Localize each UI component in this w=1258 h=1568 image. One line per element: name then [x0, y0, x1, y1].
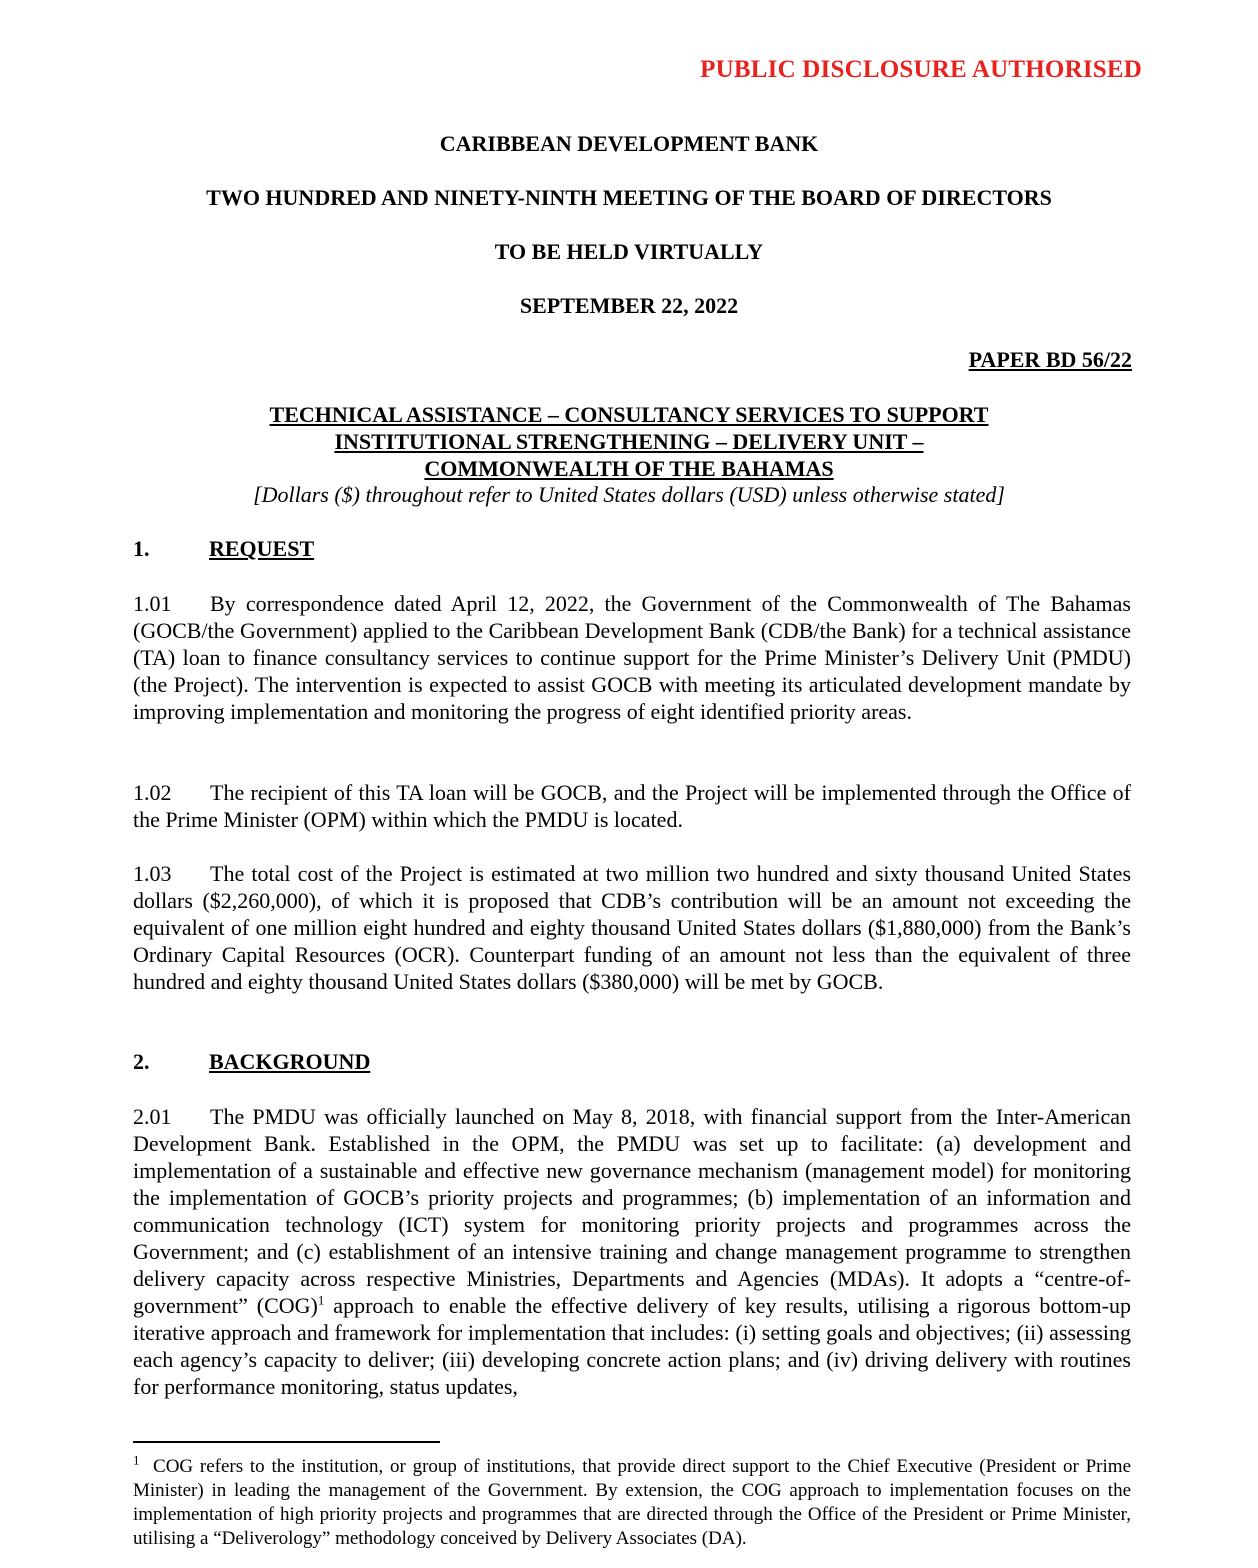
meeting-venue: TO BE HELD VIRTUALLY — [494, 239, 764, 264]
paragraph-1-02 — [133, 779, 1131, 833]
paragraph-text: The PMDU was officially launched on May 8, 2018, with financial support from the Inter-American Development Bank. Established in the OPM, the PMDU was set up to facilitate: (a) development and implementation of a sustainable and effective new governance mechanism (management model) for monitoring the implementation of GOCB’s priority projects and programmes; (b) implementation of an information and communication technology (ICT) system for monitoring priority projects and programmes across the Government; and (c) establishment of an intensive training and change management programme to strengthen delivery capacity across respective Ministries, Departments and Agencies (MDAs). It adopts a “centre-of-government” (COG) — [133, 1104, 1131, 1318]
paragraph-number: 1.03 — [133, 861, 172, 886]
title-line-1: TECHNICAL ASSISTANCE – CONSULTANCY SERVICES TO SUPPORT — [269, 402, 989, 427]
section-label: BACKGROUND — [209, 1049, 371, 1074]
paper-number: PAPER BD 56/22 — [968, 347, 1132, 372]
paragraph-2-01 — [133, 1103, 1131, 1400]
section-label: REQUEST — [209, 536, 315, 561]
meeting-date: SEPTEMBER 22, 2022 — [519, 293, 739, 318]
title-line-2: INSTITUTIONAL STRENGTHENING – DELIVERY UNIT – — [334, 429, 924, 454]
footnote — [133, 1452, 1132, 1551]
footnote-text: COG refers to the institution, or group of institutions, that provide direct support to the Chief Executive (President or Prime Minister) in leading the management of the Government. By extension, the COG approach to implementation focuses on the implementation of high priority projects and programmes that are directed through the Office of the President or Prime Minister, utilising a “Deliverology” methodology conceived by Delivery Associates (DA). — [133, 1456, 1132, 1549]
section-heading-background — [133, 1049, 370, 1075]
paragraph-number: 1.02 — [133, 780, 172, 805]
paragraph-number: 1.01 — [133, 591, 172, 616]
paragraph-1-03 — [133, 860, 1131, 995]
paragraph-text: The recipient of this TA loan will be GOCB, and the Project will be implemented through the Office of the Prime Minister (OPM) within which the PMDU is located. — [133, 780, 1131, 832]
paragraph-1-01 — [133, 590, 1131, 725]
paragraph-text-continued: approach to enable the effective delivery of key results, utilising a rigorous bottom-up iterative approach and framework for implementation that includes: (i) setting goals and objectives; (ii) assessing each agency’s capacity to deliver; (iii) developing concrete action plans; and (iv) driving delivery with routines for performance monitoring, status updates, — [133, 1293, 1131, 1399]
section-number: 1. — [133, 536, 150, 561]
institution-name: CARIBBEAN DEVELOPMENT BANK — [439, 131, 819, 156]
paragraph-number: 2.01 — [133, 1104, 172, 1129]
footnote-mark: 1 — [133, 1452, 140, 1468]
footnote-reference[interactable]: 1 — [317, 1292, 325, 1308]
footnote-divider — [133, 1441, 440, 1443]
paragraph-text: By correspondence dated April 12, 2022, the Government of the Commonwealth of The Bahamas (GOCB/the Government) applied to the Caribbean Development Bank (CDB/the Bank) for a technical assistance (TA) loan to finance consultancy services to continue support for the Prime Minister’s Delivery Unit (PMDU) (the Project). The intervention is expected to assist GOCB with meeting its articulated development mandate by improving implementation and monitoring the progress of eight identified priority areas. — [133, 591, 1131, 724]
section-heading-request — [133, 536, 314, 562]
document-title — [0, 401, 1258, 482]
disclosure-stamp: PUBLIC DISCLOSURE AUTHORISED — [700, 56, 1142, 83]
section-number: 2. — [133, 1049, 150, 1074]
currency-note: [Dollars ($) throughout refer to United States dollars (USD) unless otherwise stated] — [253, 482, 1005, 507]
meeting-title: TWO HUNDRED AND NINETY-NINTH MEETING OF THE BOARD OF DIRECTORS — [206, 185, 1052, 210]
paragraph-text: The total cost of the Project is estimated at two million two hundred and sixty thousand United States dollars ($2,260,000), of which it is proposed that CDB’s contribution will be an amount not exceeding the equivalent of one million eight hundred and eighty thousand United States dollars ($1,880,000) from the Bank’s Ordinary Capital Resources (OCR). Counterpart funding of an amount not less than the equivalent of three hundred and eighty thousand United States dollars ($380,000) will be met by GOCB. — [133, 861, 1131, 994]
title-line-3: COMMONWEALTH OF THE BAHAMAS — [424, 456, 834, 481]
